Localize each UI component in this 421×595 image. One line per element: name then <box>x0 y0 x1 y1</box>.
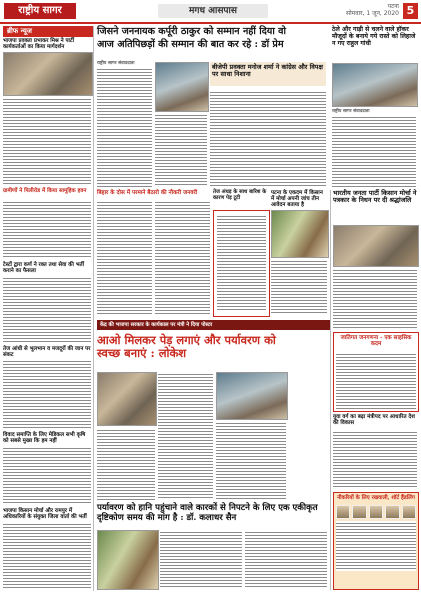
lead-text-col2 <box>155 113 207 187</box>
brief-title-2: ग्रामीणों ने पिलीरोड में किया सामूहिक हवन <box>3 188 87 194</box>
brief-text-6 <box>3 522 91 588</box>
right-mid-headline: भारतीय जनता पार्टी किसान मोर्चा ने पत्रकार के निधन पर दी श्रद्धांजलि <box>333 189 417 205</box>
ad-title: नौकरियों के लिए रखवाली, शॉर्ट हैंडलिंग <box>337 495 415 501</box>
lead-text-col1 <box>97 67 152 187</box>
lead-subhead: बीजेपी प्रवक्ता मनोज शर्मा ने कांग्रेस और विपक्ष पर साधा निशाना <box>212 63 324 79</box>
classified-ad <box>333 492 419 590</box>
lead-text-col3 <box>210 90 326 187</box>
mid-text-2 <box>155 200 210 315</box>
brief-text-2 <box>3 200 91 258</box>
mid-small-head: तेज अंधड़ के साथ बारिश के कारण पेड़ टूटी <box>213 189 267 201</box>
lead-headline-line1: जिसने जननायक कर्पूरी ठाकुर को सम्मान नहीं दिया वो <box>97 26 286 37</box>
bottom-text-1 <box>160 530 242 588</box>
mid-text-1 <box>97 200 152 315</box>
right-box-text <box>336 352 416 410</box>
ad-text <box>336 521 416 571</box>
ad-thumb <box>402 505 416 519</box>
bottom-text-2 <box>245 530 327 588</box>
brief-title-4: तेज आंधी से भूलभान व मजदूरों की जान पर संकट <box>3 346 91 359</box>
briefs-header: ब्रीफ न्यूज <box>3 26 93 37</box>
edition-date: सोमवार, 1 जून, 2020 <box>346 10 399 17</box>
lead-byline: राष्ट्रीय सागर संवाददाता <box>97 61 135 66</box>
column-divider <box>93 26 94 591</box>
bottom-photo <box>97 530 159 590</box>
brief-text-4 <box>3 359 91 429</box>
section-title: मगध आसपास <box>158 4 268 18</box>
ad-thumb <box>385 505 399 519</box>
right-top-headline: ठेले और गाड़ी से चलने वाले हॉकर मौजूदों के बनाये गये रास्ते को लिहाजे न गए राहुल गांधी <box>332 26 416 47</box>
brief-title-1: भाजपा प्रवक्ता प्रभाकर मिश्र ने पार्टी कार्यकर्ताओं का किया मार्गदर्शन <box>3 38 75 51</box>
quote-text-1 <box>97 428 155 500</box>
brief-text-3 <box>3 276 91 342</box>
column-divider-2 <box>330 190 331 590</box>
right-side-note: युवा वर्ग का बढ़ा मंत्रीपद पर आधारित देश की विकास <box>333 414 415 427</box>
bottom-headline: पर्यावरण को हानि पहुंचाने वाले कारकों से निपटने के लिए एक एकीकृत दृष्टिकोण समय की मांग है : डॉ. कलाधर सैन <box>97 503 318 523</box>
quote-photo <box>97 372 157 426</box>
quote-text-3 <box>216 421 286 500</box>
mid-box <box>213 210 270 317</box>
right-top-text <box>332 115 416 187</box>
brief-title-5: विवाद समाप्ति के लिए मेडिकल सभी कृषि को सबसे मुख्य कि हम नहीं <box>3 432 86 445</box>
brief-title-3: टेस्टों द्वारा कर्ण ने रक्त तथा सेवा की भर्ती कराने का फैसला <box>3 262 84 275</box>
right-top-byline: राष्ट्रीय सागर संवाददाता <box>332 109 370 114</box>
edition-meta <box>346 3 399 17</box>
page-number: 5 <box>403 3 418 19</box>
edition-city: पटना <box>387 3 399 10</box>
right-box-title: जातिगत जनगणना - एक साहसिक कदम <box>340 335 412 348</box>
brief-text-1 <box>3 97 91 185</box>
right-side-text <box>333 430 417 488</box>
ad-thumb <box>369 505 383 519</box>
ad-thumb <box>336 505 350 519</box>
right-mid-box <box>333 332 419 412</box>
mid-photo <box>271 210 329 258</box>
right-mid-text <box>333 268 417 328</box>
brief-text-5 <box>3 446 91 504</box>
quote-headline: आओ मिलकर पेड़ लगाएं और पर्यावरण को स्वच्छ बनाएं : लोकेश <box>97 333 276 360</box>
ad-grid <box>336 505 416 519</box>
mid-banner-left: बिहार के दोस में परमाने बैठारो की नौकरी जनवरी <box>97 190 198 196</box>
mid-box-text <box>217 214 266 312</box>
ad-thumb <box>352 505 366 519</box>
brand-logo: राष्ट्रीय सागर <box>4 3 76 19</box>
quote-photo-2 <box>216 372 288 420</box>
lead-headline-line2: आज अतिपिछड़ों की सम्मान की बात कर रहे : डॉ प्रेम <box>97 39 284 50</box>
right-top-photo <box>332 63 418 107</box>
lead-subhead-box <box>210 62 326 86</box>
brief-photo-1 <box>3 52 93 96</box>
lead-photo <box>155 62 209 112</box>
mid-headline: पटना के एकदम में किसान में मोर्चा अपनी जांच तीन आवेदन बताया है <box>271 190 323 209</box>
quote-text-2 <box>158 372 213 500</box>
right-mid-photo <box>333 225 419 267</box>
mid-text-3 <box>271 259 327 315</box>
brief-title-6: भाजपा किसान मोर्चा और रामपुर में अधिकारियों के संयुक्त जिला वार्ता की भर्ती <box>3 508 87 521</box>
mid-strip: केंद्र की भाजपा सरकार के कार्यकाल पर मंत्री ने दिया पोस्टर <box>97 320 330 330</box>
